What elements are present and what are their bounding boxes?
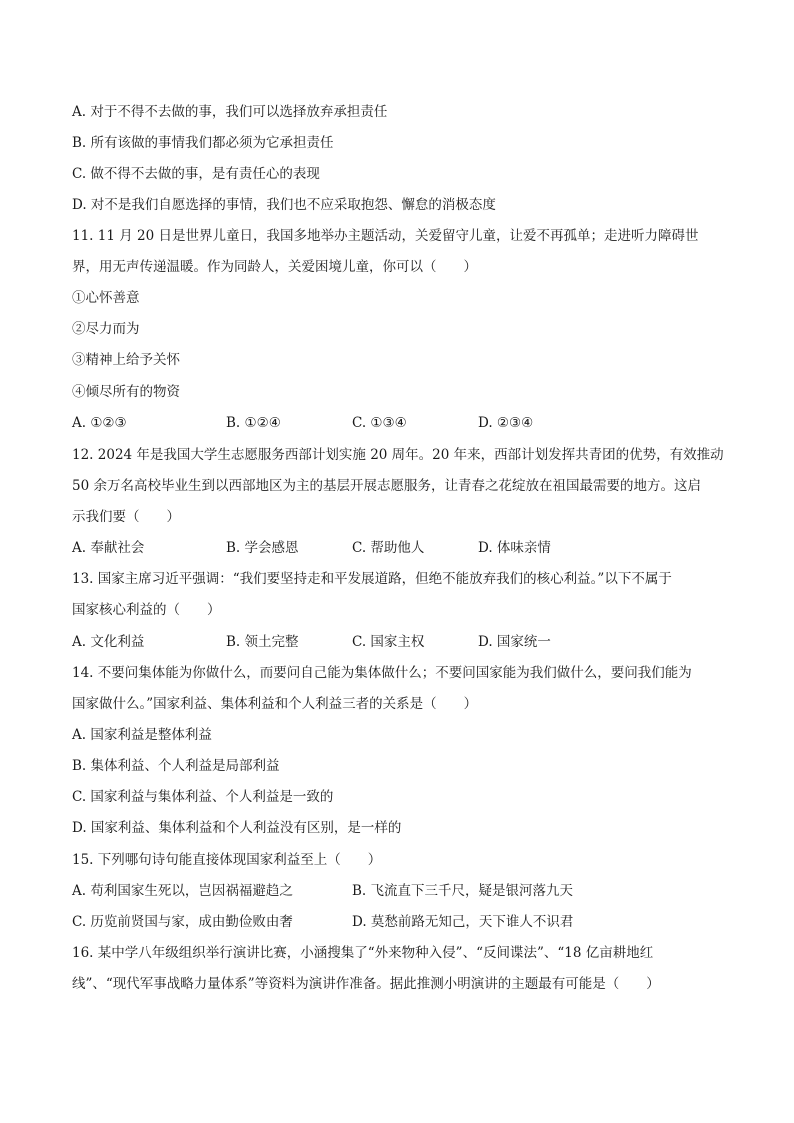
q10-option-b: B. 所有该做的事情我们都必须为它承担责任 [72, 135, 334, 151]
q10-option-d: D. 对不是我们自愿选择的事情，我们也不应采取抱怨、懈怠的消极态度 [72, 197, 496, 213]
q14-option-c: C. 国家利益与集体利益、个人利益是一致的 [72, 789, 334, 805]
q11-option-d: D. ②③④ [478, 415, 534, 431]
q15-stem-line1: 15. 下列哪句诗句能直接体现国家利益至上（ ） [72, 852, 382, 868]
q13-option-a: A. 文化利益 [72, 634, 145, 650]
q14-option-b: B. 集体利益、个人利益是局部利益 [72, 758, 280, 774]
q15-options-row2 [72, 913, 722, 931]
q11-stem-line1: 11. 11 月 20 日是世界儿童日，我国多地举办主题活动，关爱留守儿童，让爱不再孤单；走进听力障碍世 [72, 228, 699, 244]
q11-option-a: A. ①②③ [72, 415, 127, 431]
q15-option-b: B. 飞流直下三千尺，疑是银河落九天 [352, 883, 574, 899]
q12-option-b: B. 学会感恩 [226, 540, 299, 556]
q15-option-d: D. 莫愁前路无知己，天下谁人不识君 [352, 914, 574, 930]
q16-stem-line1: 16. 某中学八年级组织举行演讲比赛，小涵搜集了“外来物种入侵”、“反间谍法”、“18 亿亩耕地红 [72, 945, 654, 961]
q12-option-c: C. 帮助他人 [352, 540, 425, 556]
q11-option-c: C. ①③④ [352, 415, 407, 431]
q16-stem-line2: 线”、“现代军事战略力量体系”等资料为演讲作准备。据此推测小明演讲的主题最有可能是（ ） [72, 976, 660, 992]
q14-stem-line1: 14. 不要问集体能为你做什么，而要问自己能为集体做什么；不要问国家能为我们做什么，要问我们能为 [72, 665, 692, 681]
q14-stem-line2: 国家做什么。”国家利益、集体利益和个人利益三者的关系是（ ） [72, 696, 478, 712]
q11-options [72, 414, 722, 432]
q10-option-a: A. 对于不得不去做的事，我们可以选择放弃承担责任 [72, 104, 388, 120]
q14-option-d: D. 国家利益、集体利益和个人利益没有区别，是一样的 [72, 820, 402, 836]
q11-item-4: ④倾尽所有的物资 [72, 384, 180, 400]
q12-stem-line1: 12. 2024 年是我国大学生志愿服务西部计划实施 20 周年。20 年来，西部计划发挥共青团的优势，有效推动 [72, 447, 724, 463]
q11-item-2: ②尽力而为 [72, 321, 140, 337]
q15-option-c: C. 历览前贤国与家，成由勤俭败由奢 [72, 914, 293, 930]
q12-stem-line3: 示我们要（ ） [72, 509, 180, 525]
q15-option-a: A. 苟利国家生死以，岂因祸福避趋之 [72, 883, 293, 899]
q10-option-c: C. 做不得不去做的事，是有责任心的表现 [72, 166, 320, 182]
q13-stem-line2: 国家核心利益的（ ） [72, 602, 221, 618]
q13-options [72, 633, 722, 651]
q12-option-d: D. 体味亲情 [478, 540, 551, 556]
q13-option-c: C. 国家主权 [352, 634, 425, 650]
q12-stem-line2: 50 余万名高校毕业生到以西部地区为主的基层开展志愿服务，让青春之花绽放在祖国最需要的地方。这启 [72, 478, 701, 494]
q11-item-1: ①心怀善意 [72, 290, 140, 306]
q13-option-d: D. 国家统一 [478, 634, 551, 650]
q14-option-a: A. 国家利益是整体利益 [72, 727, 212, 743]
q13-stem-line1: 13. 国家主席习近平强调：“我们要坚持走和平发展道路，但绝不能放弃我们的核心利益。”以下不属于 [72, 571, 672, 587]
q11-stem-line2: 界，用无声传递温暖。作为同龄人，关爱困境儿童，你可以（ ） [72, 259, 477, 275]
q13-option-b: B. 领土完整 [226, 634, 299, 650]
q15-options-row1 [72, 882, 722, 900]
q11-option-b: B. ①②④ [226, 415, 281, 431]
q11-item-3: ③精神上给予关怀 [72, 352, 180, 368]
q12-options [72, 539, 722, 557]
q12-option-a: A. 奉献社会 [72, 540, 145, 556]
